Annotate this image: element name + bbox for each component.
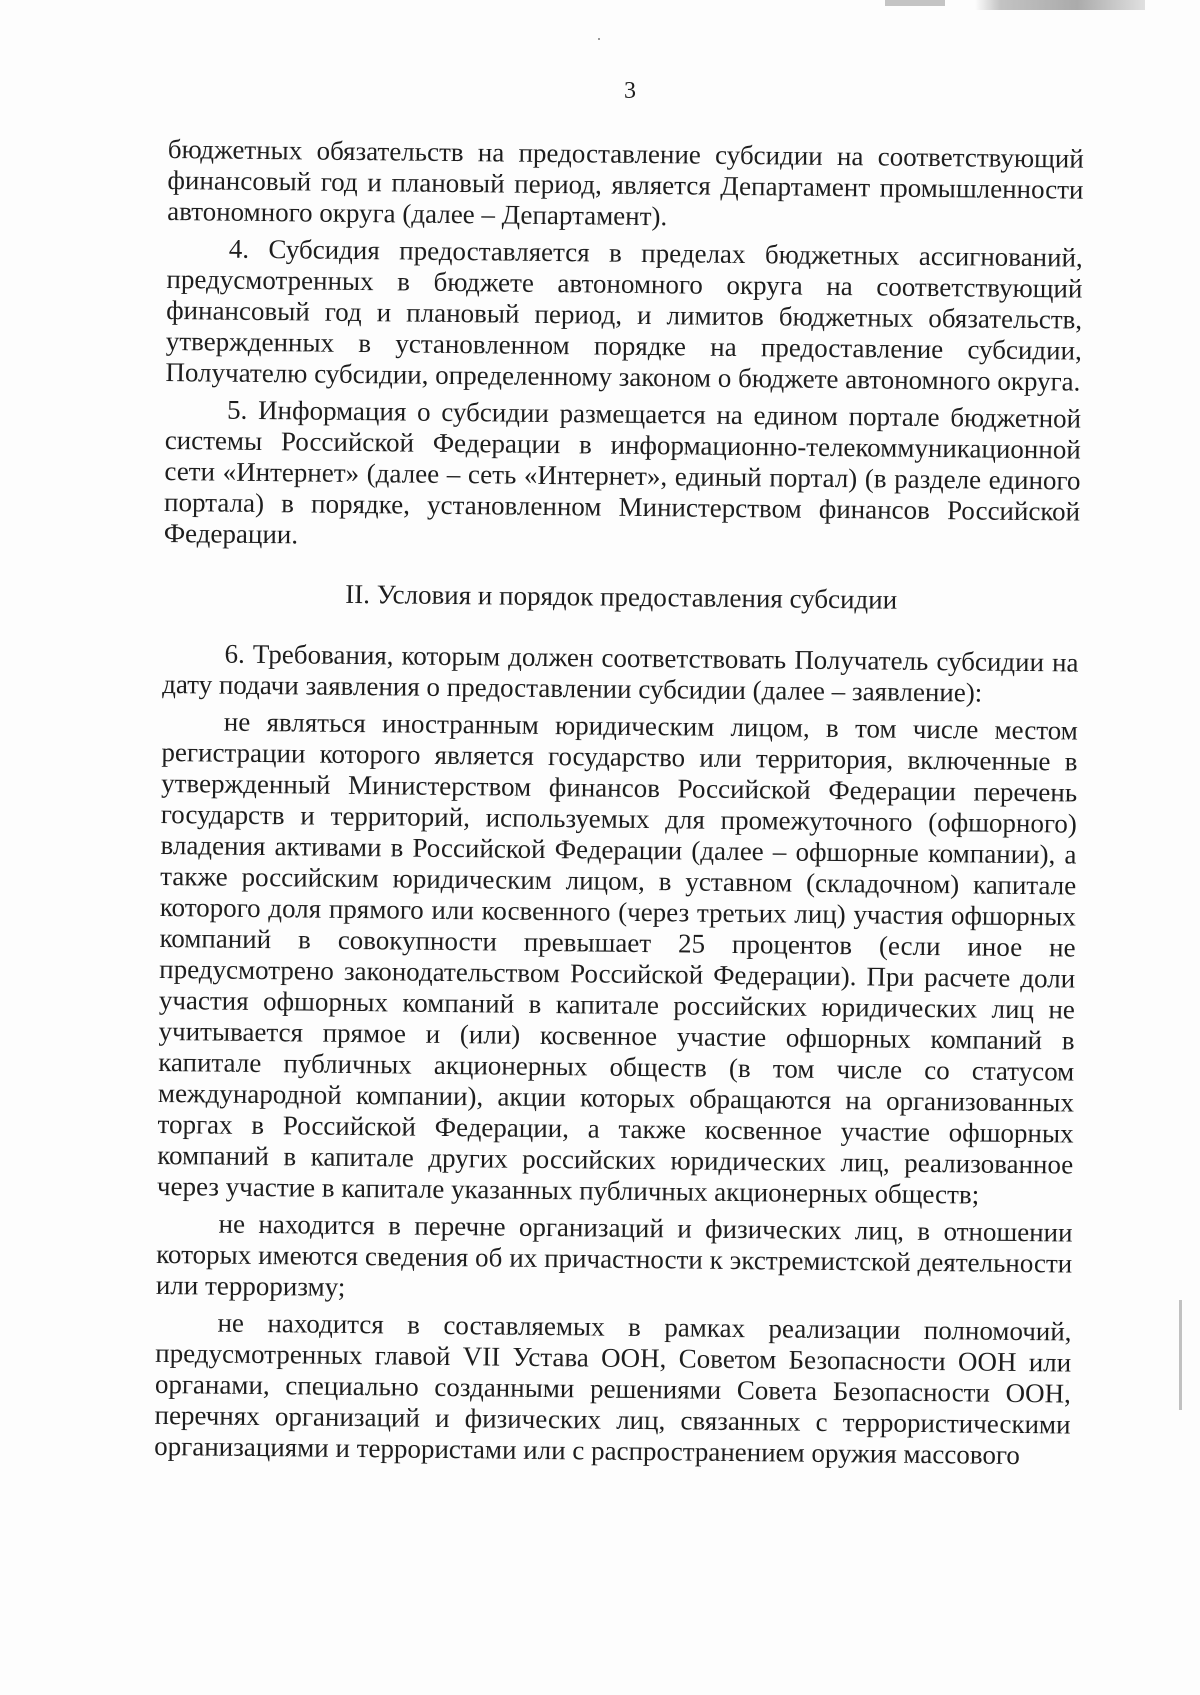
paragraph: 5. Информация о субсидии размещается на едином портале бюджетной системы Российской Федерации в информационно-телекоммуникационной сети «Интернет» (далее – сеть «Интернет», единый портал) (в разделе единого портала) в порядке, установленном Министерством финансов Российской Федерации. <box>163 394 1082 550</box>
paragraph: 6. Требования, которым должен соответствовать Получатель субсидии на дату подачи заявления о предоставлении субсидии (далее – заявление): <box>162 638 1079 708</box>
paragraph: бюджетных обязательств на предоставление субсидии на соответствующий финансовый год и плановый период, является Департамент промышленности автономного округа (далее – Департамент). <box>167 134 1084 232</box>
paragraph: не находится в перечне организаций и физических лиц, в отношении которых имеются сведения об их причастности к экстремистской деятельности или терроризму; <box>155 1208 1073 1302</box>
paragraph: 4. Субсидия предоставляется в пределах бюджетных ассигнований, предусмотренных в бюджете автономного округа на соответствующий финансовый год и плановый период, и лимитов бюджетных обязательств, утвержденных в установленном порядке на предоставление субсидии, Получателю субсидии, определенному законом о бюджете автономного округа. <box>165 233 1083 397</box>
scan-artifact <box>885 0 945 6</box>
paragraph: не являться иностранным юридическим лицом, в том числе местом регистрации которого является государство или территория, включенные в утвержденный Министерством финансов Российской Федерации перечень государств и территорий, используемых для промежуточного (офшорного) владения активами в Российской Федерации (далее – офшорные компании), а также российским юридическим лицом, в уставном (складочном) капитале которого доля прямого или косвенного (через третьих лиц) участия офшорных компаний в совокупности превышает 25 процентов (если иное не предусмотрено законодательством Российской Федерации). При расчете доли участия офшорных компаний в капитале российских юридических лиц не учитывается прямое и (или) косвенное участие офшорных компаний в капитале публичных акционерных обществ (в том числе со статусом международной компании), акции которых обращаются на организованных торгах в Российской Федерации, а также косвенное участие офшорных компаний в капитале других российских юридических лиц, реализованное через участие в капитале указанных публичных акционерных обществ; <box>156 706 1078 1210</box>
scan-artifact <box>975 0 1145 10</box>
scan-artifact <box>1179 1300 1182 1410</box>
scan-artifact <box>598 38 600 40</box>
document-body <box>154 134 1084 1478</box>
page-number: 3 <box>624 78 636 104</box>
section-heading: II. Условия и порядок предоставления субсидии <box>345 578 898 615</box>
paragraph: не находится в составляемых в рамках реализации полномочий, предусмотренных главой VII Устава ООН, Советом Безопасности ООН или органами, специально созданными решениями Совета Безопасности ООН, перечнях организаций и физических лиц, связанных с террористическими организациями и террористами или с распространением оружия массового <box>154 1307 1072 1470</box>
